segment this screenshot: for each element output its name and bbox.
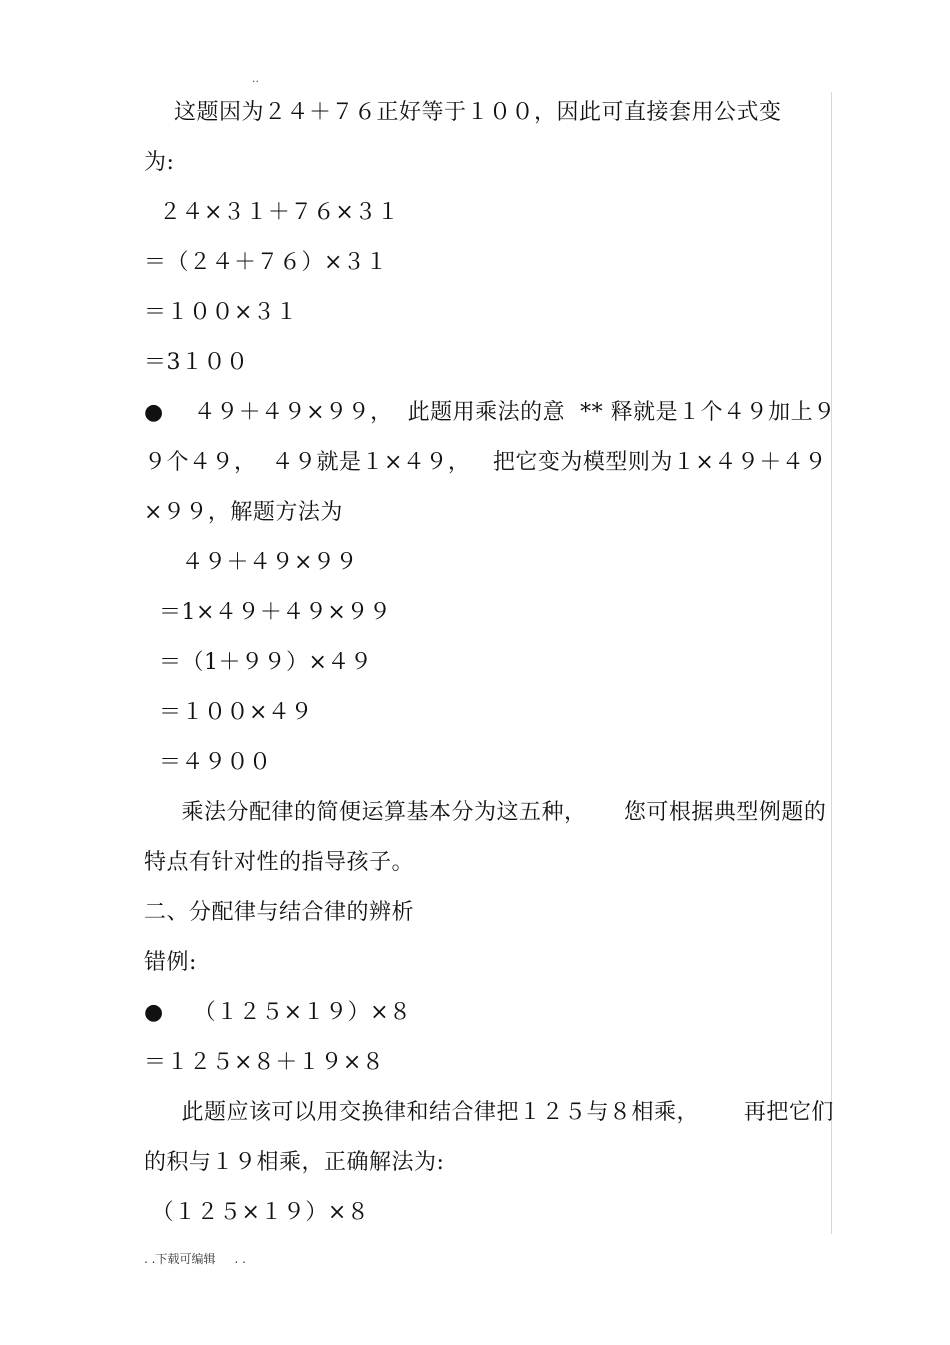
text-line: 为: — [144, 150, 175, 175]
text-line: ９个４９， ４９就是１×４９， 把它变为模型则为１×４９＋４９ — [144, 450, 827, 475]
equation-line: （１２５×１９）×８ — [144, 1200, 370, 1225]
equation-line: ＝１２５×８＋１９×８ — [144, 1050, 385, 1075]
text-line: 错例: — [144, 950, 197, 975]
equation-line: ＝（1＋９９）×４９ — [144, 650, 373, 675]
page-footer: . .下载可编辑 . . — [144, 1252, 246, 1266]
section-heading: 二、分配律与结合律的辨析 — [144, 900, 415, 925]
equation-line: ２４×３１＋７６×３１ — [144, 200, 400, 225]
text-line: ×９９，解题方法为 — [144, 500, 343, 525]
text-line: 的积与１９相乘，正确解法为: — [144, 1150, 445, 1175]
equation-line: ＝1×４９＋４９×９９ — [144, 600, 392, 625]
bullet-equation-line: ● （１２５×１９）×８ — [144, 1000, 412, 1025]
text-line: 特点有针对性的指导孩子。 — [144, 850, 415, 875]
page-top-mark: .. — [252, 72, 259, 85]
equation-line: ４９＋４９×９９ — [144, 550, 358, 575]
bullet-text-line: ● ４９＋４９×９９， 此题用乘法的意 ** 释就是１个４９加上９ — [144, 400, 836, 425]
equation-line: ＝４９００ — [144, 750, 272, 775]
text-line: 此题应该可以用交换律和结合律把１２５与８相乘， 再把它们 — [144, 1100, 834, 1125]
equation-line: ＝（２４＋７６）×３１ — [144, 250, 388, 275]
equation-line: ＝１００×４９ — [144, 700, 313, 725]
equation-line: ＝１００×３１ — [144, 300, 298, 325]
text-line: 这题因为２４＋７６正好等于１００，因此可直接套用公式变 — [144, 100, 782, 125]
text-line: 乘法分配律的简便运算基本分为这五种， 您可根据典型例题的 — [144, 800, 827, 825]
equation-line: ＝3１００ — [144, 350, 249, 375]
